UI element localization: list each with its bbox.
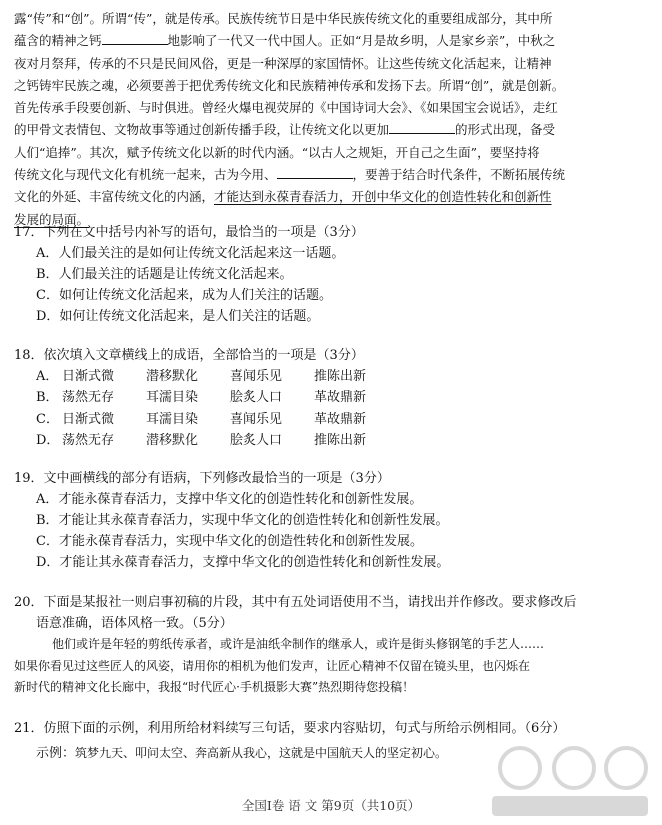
- question-18: [14, 345, 398, 451]
- question-stem: 21．仿照下面的示例，利用所给材料续写三句话，要求内容贴切，句式与所给示例相同。（6分）: [14, 721, 566, 736]
- example-text: 筑梦九天、叩问太空、奔高新从我心，这就是中国航天人的坚定初心。: [75, 746, 448, 760]
- option-b: B．才能让其永葆青春活力，实现中华文化的创造性转化和创新性发展。: [36, 513, 449, 528]
- passage-line: 首先传承手段要创新、与时俱进。曾经火爆电视荧屏的《中国诗词大会》、《如果国宝会说话》，走红: [14, 100, 558, 116]
- passage-line: 夜对月祭拜，传承的不只是民间风俗，更是一种深厚的家国情怀。让这些传统文化活起来，让精神: [14, 55, 552, 71]
- example-label: 示例：: [36, 746, 76, 761]
- option-a: A．人们最关注的是如何让传统文化活起来这一话题。: [36, 246, 345, 261]
- option-d: D．才能让其永葆青春活力，支撑中华文化的创造性转化和创新性发展。: [36, 555, 450, 570]
- question-17: [14, 222, 364, 327]
- option-a: [14, 366, 398, 387]
- question-stem: 20．下面是某报社一则启事初稿的片段，其中有五处词语使用不当，请找出并作修改。要求修改后: [14, 595, 577, 610]
- underlined-sentence: 发展的局面。: [14, 211, 90, 227]
- passage-line: [14, 119, 650, 141]
- idiom: 耳濡目染: [146, 411, 199, 427]
- idiom: 荡然无存: [62, 432, 115, 448]
- idiom: 脍炙人口: [230, 390, 283, 406]
- idiom: 潜移默化: [146, 369, 199, 384]
- idiom: 荡然无存: [62, 390, 115, 406]
- question-19: [14, 468, 449, 573]
- idiom: 革故鼎新: [314, 390, 367, 406]
- option-d: [14, 430, 398, 451]
- passage-text: 地影响了一代又一代中国人。正如“月是故乡明，人是家乡亲”，中秋之: [167, 33, 556, 49]
- option-b: [14, 387, 398, 408]
- question-stem: 18．依次填入文章横线上的成语，全部恰当的一项是（3分）: [14, 348, 364, 363]
- option-a: A．才能永葆青春活力，支撑中华文化的创造性转化和创新性发展。: [36, 492, 423, 507]
- question-stem: 17．下列在文中括号内补写的语句，最恰当的一项是（3分）: [14, 225, 364, 240]
- idiom: 推陈出新: [314, 432, 367, 448]
- passage-line: [14, 164, 650, 186]
- option-label: D．: [36, 432, 60, 448]
- passage-text: 传统文化与现代文化有机统一起来，古为今用、: [14, 167, 277, 183]
- watermark-logo: [478, 738, 656, 822]
- passage-line: 露“传”和“创”。所谓“传”，就是传承。民族传统节日是中华民族传统文化的重要组成部分，其中所: [14, 11, 553, 26]
- passage-line: 之钙铸牢民族之魂，必须要善于把优秀传统文化和民族精神传承和发扬下去。所谓“创”，就是创新。: [14, 77, 565, 93]
- idiom: 耳濡目染: [146, 390, 199, 406]
- option-label: A．: [36, 369, 59, 384]
- page-footer: 全国Ⅰ卷 语 文 第9页（共10页）: [241, 798, 421, 813]
- passage-text: 的形式出现，备受: [455, 122, 556, 138]
- passage-text: 的甲骨文表情包、文物故事等通过创新传播手段，让传统文化以更加: [14, 122, 390, 138]
- question-stem: 19．文中画横线的部分有语病，下列修改最恰当的一项是（3分）: [14, 471, 390, 486]
- idiom: 日渐式微: [62, 369, 115, 384]
- option-c: C．如何让传统文化活起来，成为人们关注的话题。: [36, 288, 332, 303]
- notice-text: 如果你看见过这些匠人的风姿，请用你的相机为他们发声，让匠心精神不仅留在镜头里，也闪烁在: [14, 658, 531, 673]
- passage-line: [14, 186, 650, 208]
- fill-blank: [389, 120, 455, 134]
- idiom: 喜闻乐见: [230, 369, 283, 384]
- option-b: B．人们最关注的话题是让传统文化活起来。: [36, 267, 293, 282]
- idiom: 推陈出新: [314, 369, 367, 384]
- passage-line: 人们“追捧”。其次，赋予传统文化以新的时代内涵。“以古人之规矩，开自己之生面”，要坚持将: [14, 144, 540, 160]
- option-label: C．: [36, 411, 59, 427]
- idiom: 日渐式微: [62, 411, 115, 427]
- question-stem-cont: 语意准确，语体风格一致。（5分）: [36, 616, 233, 631]
- passage-text: 蕴含的精神之钙: [14, 33, 102, 49]
- underlined-sentence: 才能达到永葆青春活力，开创中华文化的创造性转化和创新性: [214, 189, 552, 205]
- passage-text: ，要善于结合时代条件，不断拓展传统: [352, 167, 566, 183]
- notice-text: 他们或许是年轻的剪纸传承者，或许是油纸伞制作的继承人，或许是街头修钢笔的手艺人……: [52, 637, 545, 651]
- idiom: 脍炙人口: [230, 432, 283, 448]
- fill-blank: [277, 165, 353, 179]
- passage-text: 文化的外延、丰富传统文化的内涵，: [14, 189, 215, 205]
- notice-text: 新时代的精神文化长廊中，我报“时代匠心·手机摄影大赛”热烈期待您投稿！: [14, 680, 415, 694]
- idiom: 潜移默化: [146, 432, 199, 448]
- passage-line: [14, 30, 650, 52]
- option-c: C．才能永葆青春活力，实现中华文化的创造性转化和创新性发展。: [36, 534, 423, 549]
- reading-passage: [14, 8, 650, 231]
- idiom: 革故鼎新: [314, 411, 367, 427]
- option-d: D．如何让传统文化活起来，是人们关注的话题。: [36, 309, 320, 324]
- option-label: B．: [36, 390, 59, 406]
- question-20: [14, 592, 577, 699]
- idiom: 喜闻乐见: [230, 411, 283, 427]
- fill-blank: [102, 31, 168, 45]
- option-c: [14, 409, 398, 430]
